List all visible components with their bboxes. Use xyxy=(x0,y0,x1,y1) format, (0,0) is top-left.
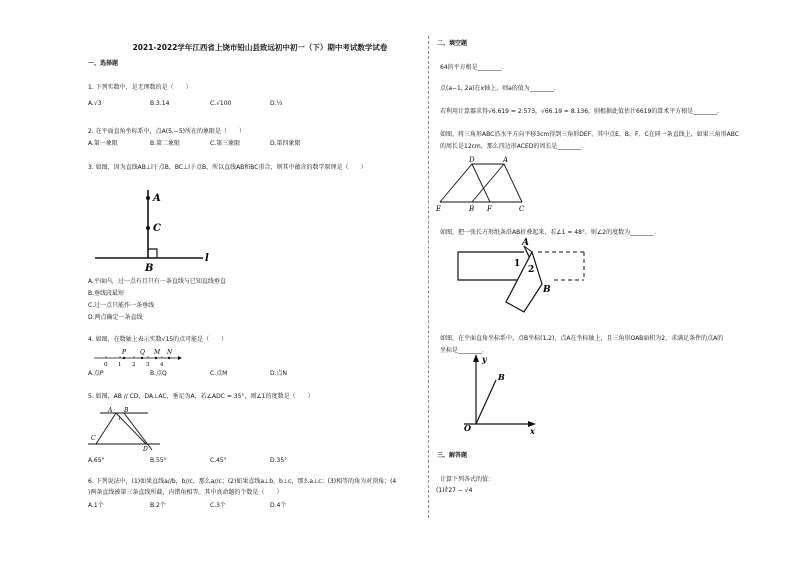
section-solve-heading: 三、解答题 xyxy=(437,452,468,459)
q10-label-f: F xyxy=(487,205,492,213)
q4-axis-arrow xyxy=(178,356,182,360)
q12-stem-line2: 坐标是________. xyxy=(440,347,484,354)
q3-stem: 3. 如图，因为直线AB⊥l于点B，BC⊥l于点B，所以直线AB和BC重合，则其中蕴含的数学原理是（ ） xyxy=(88,164,367,171)
q4-point-n xyxy=(168,357,170,359)
q4-tick-3: 3 xyxy=(146,362,150,368)
q10-label-a: A xyxy=(503,156,509,164)
q3-point-c xyxy=(146,226,150,230)
q5-label-b: B xyxy=(124,407,129,414)
q3-point-a xyxy=(146,196,150,200)
q12-figure xyxy=(456,352,540,434)
q6-option-c[interactable]: C.3个 xyxy=(210,502,226,509)
q3-option-b[interactable]: B.垂线段最短 xyxy=(88,290,125,297)
q9-stem: 若利用计算器求得√6.619 = 2.573，√66.19 = 8.136，则根据此值估计6619的算术平方根是________. xyxy=(440,108,720,115)
q4-option-d[interactable]: D.点N xyxy=(270,370,288,377)
q3-option-a[interactable]: A.平面内，过一点有且只有一条直线与已知直线垂直 xyxy=(88,278,226,285)
q6-stem-line2: )两条直线被第三条直线所截，内错角相等。其中真命题的个数是（ ） xyxy=(88,489,283,496)
q4-tick-4: 4 xyxy=(160,362,164,368)
q4-stem: 4. 如图，在数轴上表示实数√15的点可能是（ ） xyxy=(88,336,228,343)
q4-tick-0: 0 xyxy=(104,362,108,368)
q4-label-q: Q xyxy=(140,349,145,356)
q12-stem-line1: 如图，在平面直角坐标系中，点B坐标(1,2)，点A在坐标轴上，且三角形OAB面积为2，求满足条件的点A的 xyxy=(440,335,724,342)
q3-label-b: B xyxy=(145,263,154,274)
q3-option-c[interactable]: C.过一点只能作一条垂线 xyxy=(88,302,155,309)
q2-option-a[interactable]: A.第一象限 xyxy=(88,140,118,147)
q1-option-d[interactable]: D.⅓ xyxy=(270,100,283,107)
q4-label-p: P xyxy=(122,349,127,356)
q11-label-a: A xyxy=(522,238,529,248)
q11-folded-part xyxy=(506,252,542,312)
q5-segment-ac xyxy=(96,413,116,444)
q4-option-c[interactable]: C.点M xyxy=(210,370,228,377)
q6-stem-line1: 6. 下列说法中，(1)如果直线a//b，b//c，那么a//c；(2)如果直线a⊥b，b⊥c，那么a⊥c；(3)相等的角为对顶角；(4 xyxy=(88,478,397,485)
q3-figure xyxy=(95,175,215,275)
q11-label-angle2: 2 xyxy=(528,265,535,275)
q4-tick-2: 2 xyxy=(132,362,136,368)
q5-stem: 5. 如图，AB // CD，DA⊥AC，垂足为A，若∠ADC = 35°，则∠1的度数是（ ） xyxy=(88,393,314,400)
q6-option-a[interactable]: A.1个 xyxy=(88,502,104,509)
q10-segment-df xyxy=(472,164,490,202)
q10-label-d: D xyxy=(469,156,475,164)
q11-figure xyxy=(458,240,588,315)
q12-segment-ob xyxy=(476,380,496,424)
q2-option-d[interactable]: D.第四象限 xyxy=(270,140,301,147)
q5-label-c: C xyxy=(91,435,96,442)
q10-stem-line2: 的周长是12cm，那么四边形ACED的周长是________. xyxy=(440,143,584,150)
q7-stem: 64的平方根是________. xyxy=(440,64,504,71)
q4-option-a[interactable]: A.点P xyxy=(88,370,104,377)
q1-option-a[interactable]: A.√3 xyxy=(88,100,102,107)
q4-number-line xyxy=(92,346,182,370)
q12-y-arrow xyxy=(473,354,479,362)
q6-option-b[interactable]: B.2个 xyxy=(150,502,166,509)
q4-point-p xyxy=(123,357,125,359)
q13-part1: (1)∛27 − √4 xyxy=(436,487,473,494)
q5-label-angle1: 1 xyxy=(118,416,122,422)
q3-right-angle-mark xyxy=(148,249,157,258)
q1-stem: 1. 下列实数中，是无理数的是（ ） xyxy=(88,84,192,91)
q11-label-b: B xyxy=(543,285,551,295)
q2-option-c[interactable]: C.第三象限 xyxy=(210,140,241,147)
q4-point-m xyxy=(155,357,157,359)
q4-option-b[interactable]: B.点Q xyxy=(150,370,167,377)
q4-point-q xyxy=(141,357,143,359)
q3-option-d[interactable]: D.两点确定一条直线 xyxy=(88,314,143,321)
section-fill-heading: 二、填空题 xyxy=(437,40,468,47)
q5-figure xyxy=(88,404,168,454)
q1-option-b[interactable]: B.3.14 xyxy=(150,100,170,107)
q5-segment-bd xyxy=(124,413,152,450)
column-divider xyxy=(428,36,429,518)
q5-option-d[interactable]: D.35° xyxy=(270,457,288,464)
q11-label-angle1: 1 xyxy=(514,259,521,269)
q11-stem: 如图，把一张长方形纸条沿AB折叠起来，若∠1 = 48°，则∠2的度数为________. xyxy=(440,229,656,236)
q5-label-d: D xyxy=(143,446,148,453)
q10-label-e: E xyxy=(436,205,442,213)
q3-label-l: l xyxy=(205,253,209,264)
page-title: 2021-2022学年江西省上饶市铅山县致远初中初一（下）期中考试数学试卷 xyxy=(132,43,388,52)
q4-label-n: N xyxy=(167,349,173,356)
q10-label-c: C xyxy=(519,205,525,213)
q3-label-c: C xyxy=(153,223,161,234)
q2-stem: 2. 在平面直角坐标系中，点A(5,−5)所在的象限是（ ） xyxy=(88,128,245,135)
q10-segment-ab xyxy=(472,164,504,202)
q10-label-b: B xyxy=(469,205,475,213)
q10-figure xyxy=(436,156,536,212)
q8-stem: 点(a−1, 2a)在x轴上，则a的值为________. xyxy=(440,85,556,92)
q1-option-c[interactable]: C.√100 xyxy=(210,100,232,107)
q12-label-o: O xyxy=(464,423,471,433)
q6-option-d[interactable]: D.4个 xyxy=(270,502,287,509)
q4-label-m: M xyxy=(154,349,161,356)
q4-tick-1: 1 xyxy=(118,362,122,368)
q12-label-x: x xyxy=(530,426,535,436)
q5-label-a: A xyxy=(108,407,113,414)
q12-label-b: B xyxy=(498,372,505,382)
q5-option-a[interactable]: A.65° xyxy=(88,457,105,464)
q2-option-b[interactable]: B.第二象限 xyxy=(150,140,181,147)
q5-option-b[interactable]: B.55° xyxy=(150,457,167,464)
q13-intro: 计算下列各式的值： xyxy=(440,476,495,483)
section-choice-heading: 一、选择题 xyxy=(88,60,119,67)
q5-option-c[interactable]: C.45° xyxy=(210,457,227,464)
q10-stem-line1: 如图，将三角形ABC沿水平方向平移3cm得到三角形DEF，其中点E、B、F、C在同一条直线上，如果三角形ABC xyxy=(440,131,739,138)
q3-label-a: A xyxy=(153,193,161,204)
q12-label-y: y xyxy=(482,354,487,364)
